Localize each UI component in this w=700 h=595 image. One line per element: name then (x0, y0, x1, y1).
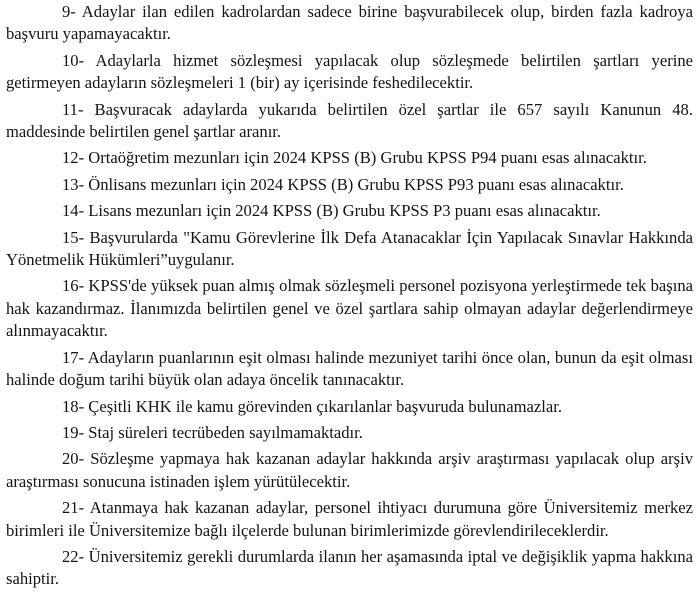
clause-19: 19- Staj süreleri tecrübeden sayılmamaktadır. (62, 422, 363, 442)
clause-18: 18- Çeşitli KHK ile kamu görevinden çıkarılanlar başvuruda bulunamazlar. (62, 396, 562, 416)
clause-20: 20- Sözleşme yapmaya hak kazanan adaylar hakkında arşiv araştırması yapılacak olup arşiv araştırması sonucuna istinaden işlem yürütülecektir. (6, 449, 693, 491)
clause-12: 12- Ortaöğretim mezunları için 2024 KPSS (B) Grubu KPSS P94 puanı esas alınacaktır. (62, 148, 647, 168)
clause-17: 17- Adayların puanlarının eşit olması halinde mezuniyet tarihi önce olan, bunun da eşit olması halinde doğum tarihi büyük olan adaya öncelik tanınacaktır. (6, 347, 693, 390)
clause-22: 22- Üniversitemiz gerekli durumlarda ilanın her aşamasında iptal ve değişiklik yapma hakkına sahiptir. (6, 546, 693, 589)
clause-9: 9- Adaylar ilan edilen kadrolardan sadece birine başvurabilecek olup, birden fazla kadroya başvuru yapamayacaktır. (6, 2, 693, 44)
document-body (6, 1, 693, 595)
clause-14: 14- Lisans mezunları için 2024 KPSS (B) Grubu KPSS P3 puanı esas alınacaktır. (62, 201, 601, 221)
clause-21: 21- Atanmaya hak kazanan adaylar, personel ihtiyacı durumuna göre Üniversitemiz merkez birimleri ile Üniversitemize bağlı ilçelerde bulunan birimlerimizde görevlendirileceklerdir. (6, 498, 693, 540)
clause-11: 11- Başvuracak adaylarda yukarıda belirtilen özel şartlar ile 657 sayılı Kanunun 48. maddesinde belirtilen genel şartlar aranır. (6, 99, 693, 142)
clause-15: 15- Başvurularda "Kamu Görevlerine İlk Defa Atanacaklar İçin Yapılacak Sınavlar Hakkında Yönetmelik Hükümleri”uygulanır. (6, 227, 693, 270)
clause-16: 16- KPSS'de yüksek puan almış olmak sözleşmeli personel pozisyona yerleştirmede tek başına hak kazandırmaz. İlanımızda belirtilen genel ve özel şartlara sahip olmayan adaylar değerlendirmeye alınmayacaktır. (6, 276, 693, 341)
clause-10: 10- Adaylarla hizmet sözleşmesi yapılacak olup sözleşmede belirtilen şartları yerine getirmeyen adayların sözleşmeleri 1 (bir) ay içerisinde feshedilecektir. (6, 50, 693, 93)
clause-13: 13- Önlisans mezunları için 2024 KPSS (B) Grubu KPSS P93 puanı esas alınacaktır. (62, 174, 624, 194)
